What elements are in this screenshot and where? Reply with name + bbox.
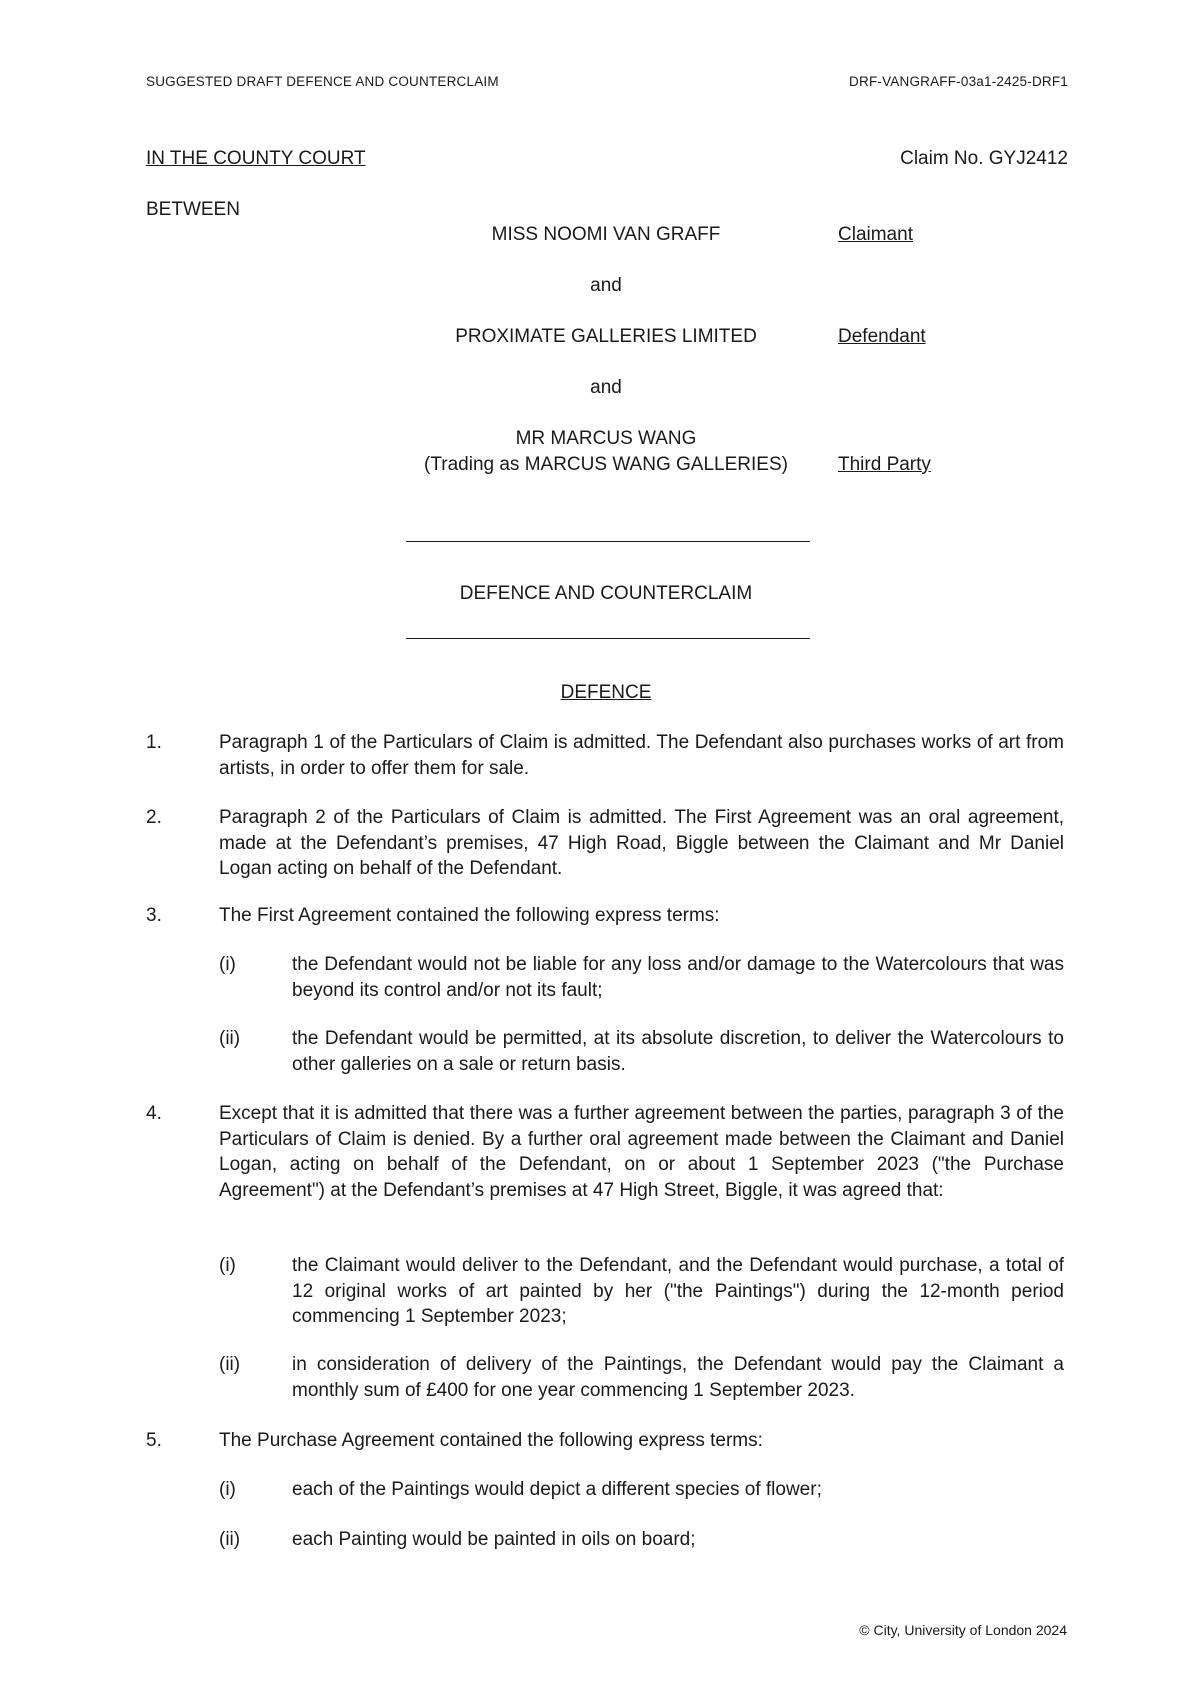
paragraph-text: The First Agreement contained the following express terms: (219, 905, 720, 926)
third-party-trading-name: (Trading as MARCUS WANG GALLERIES) (424, 454, 788, 475)
title-rule-bottom (406, 638, 810, 639)
subparagraph-number: (i) (219, 1255, 236, 1276)
running-header-reference: DRF-VANGRAFF-03a1-2425-DRF1 (849, 74, 1068, 89)
paragraph-text: Except that it is admitted that there was a further agreement between the parties, paragraph 3 of the Particulars of Claim is denied. By a further oral agreement made between the Claimant and Daniel Logan, acting on behalf of the Defendant, on or about 1 September 2023 ("the Purchase Agreement") at the Defendant’s premises at 47 High Street, Biggle, it was agreed that: (219, 1103, 1064, 1201)
claimant-role: Claimant (838, 224, 913, 245)
paragraph-number: 4. (146, 1103, 162, 1124)
between-label: BETWEEN (146, 199, 240, 220)
paragraph-text: The Purchase Agreement contained the following express terms: (219, 1430, 763, 1451)
subparagraph-number: (i) (219, 954, 236, 975)
third-party-name: MR MARCUS WANG (515, 428, 697, 449)
subparagraph-number: (ii) (219, 1354, 241, 1375)
subparagraph-text: each of the Paintings would depict a different species of flower; (292, 1479, 822, 1500)
paragraph-number: 5. (146, 1430, 162, 1451)
court-name: IN THE COUNTY COURT (146, 148, 366, 169)
paragraph-number: 1. (146, 732, 162, 753)
paragraph-text: Paragraph 2 of the Particulars of Claim is admitted. The First Agreement was an oral agreement, made at the Defendant’s premises, 47 High Road, Biggle between the Claimant and Mr Daniel Logan acting on behalf of the Defendant. (219, 807, 1064, 879)
paragraph-number: 3. (146, 905, 162, 926)
subparagraph-text: the Claimant would deliver to the Defendant, and the Defendant would purchase, a total of 12 original works of art painted by her ("the Paintings") during the 12-month period commencing 1 September 2023; (292, 1255, 1064, 1327)
defendant-role: Defendant (838, 326, 926, 347)
claim-number: Claim No. GYJ2412 (900, 148, 1068, 169)
subparagraph-number: (ii) (219, 1028, 241, 1049)
third-party-role: Third Party (838, 454, 931, 475)
subparagraph-text: in consideration of delivery of the Paintings, the Defendant would pay the Claimant a monthly sum of £400 for one year commencing 1 September 2023. (292, 1354, 1064, 1401)
claimant-name: MISS NOOMI VAN GRAFF (491, 224, 721, 245)
title-rule-top (406, 541, 810, 542)
subparagraph-text: each Painting would be painted in oils on board; (292, 1529, 696, 1550)
paragraph-text: Paragraph 1 of the Particulars of Claim is admitted. The Defendant also purchases works of art from artists, in order to offer them for sale. (219, 732, 1064, 779)
and-separator-2: and (590, 377, 622, 398)
subparagraph-number: (i) (219, 1479, 236, 1500)
running-header-title: SUGGESTED DRAFT DEFENCE AND COUNTERCLAIM (146, 74, 499, 89)
and-separator-1: and (590, 275, 622, 296)
paragraph-number: 2. (146, 807, 162, 828)
subparagraph-number: (ii) (219, 1529, 241, 1550)
copyright-footer: © City, University of London 2024 (859, 1622, 1067, 1638)
subparagraph-text: the Defendant would not be liable for any loss and/or damage to the Watercolours that was beyond its control and/or not its fault; (292, 954, 1064, 1001)
defendant-name: PROXIMATE GALLERIES LIMITED (455, 326, 757, 347)
document-title: DEFENCE AND COUNTERCLAIM (459, 583, 753, 604)
section-title: DEFENCE (560, 682, 652, 703)
subparagraph-text: the Defendant would be permitted, at its absolute discretion, to deliver the Watercolours to other galleries on a sale or return basis. (292, 1028, 1064, 1075)
